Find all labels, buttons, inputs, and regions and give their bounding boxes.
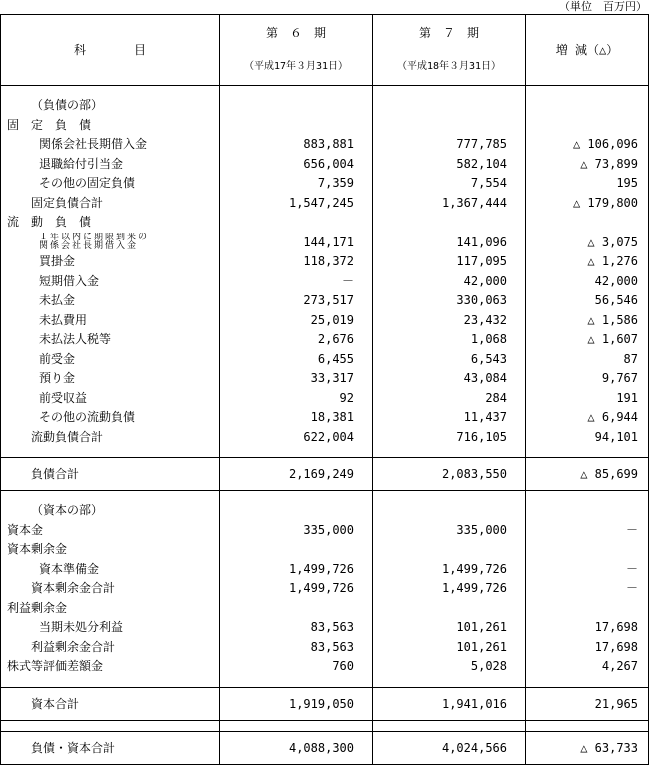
value-period-6: 33,317 — [220, 369, 373, 389]
section-row — [1, 96, 649, 116]
value-change: △ 1,586 — [526, 311, 649, 331]
value-change: － — [526, 560, 649, 580]
value-change: 21,965 — [526, 687, 649, 720]
row-label: 前受金 — [1, 350, 220, 370]
table-row — [1, 291, 649, 311]
row-label: 預り金 — [1, 369, 220, 389]
unit-label: （単位 百万円） — [559, 0, 647, 13]
value-period-7: 6,543 — [373, 350, 526, 370]
value-period-6: 883,881 — [220, 135, 373, 155]
value-change: △ 73,899 — [526, 155, 649, 175]
row-label: 流動負債合計 — [1, 428, 220, 448]
value-period-6: 273,517 — [220, 291, 373, 311]
value-period-6: 25,019 — [220, 311, 373, 331]
value-period-6: 2,169,249 — [220, 458, 373, 491]
section-liabilities: （負債の部） — [1, 96, 220, 116]
value-change: 42,000 — [526, 272, 649, 292]
header-period-7 — [373, 15, 526, 86]
row-label: 関係会社長期借入金 — [1, 135, 220, 155]
value-period-6: 622,004 — [220, 428, 373, 448]
row-label: 資本剰余金合計 — [1, 579, 220, 599]
value-period-7: 1,499,726 — [373, 560, 526, 580]
row-label: その他の固定負債 — [1, 174, 220, 194]
row-label: 買掛金 — [1, 252, 220, 272]
value-period-7: 1,499,726 — [373, 579, 526, 599]
header-period-7-title: 第 ７ 期 — [418, 26, 479, 40]
row-label — [1, 233, 220, 253]
value-period-6: 83,563 — [220, 638, 373, 658]
value-period-7: 335,000 — [373, 521, 526, 541]
grand-total-row — [1, 731, 649, 764]
row-label: 固定負債合計 — [1, 194, 220, 214]
row-label: 負債・資本合計 — [1, 731, 220, 764]
value-change: － — [526, 579, 649, 599]
row-label: 株式等評価差額金 — [1, 657, 220, 677]
value-period-7: 43,084 — [373, 369, 526, 389]
group-row — [1, 599, 649, 619]
value-change: 195 — [526, 174, 649, 194]
group-row — [1, 116, 649, 136]
table-row — [1, 350, 649, 370]
header-change: 増 減（△） — [526, 15, 649, 86]
row-label: 資本準備金 — [1, 560, 220, 580]
value-period-6: 92 — [220, 389, 373, 409]
value-period-6: 335,000 — [220, 521, 373, 541]
value-period-6: － — [220, 272, 373, 292]
value-period-6: 4,088,300 — [220, 731, 373, 764]
value-period-6: 18,381 — [220, 408, 373, 428]
row-label: 利益剰余金合計 — [1, 638, 220, 658]
value-period-7: 2,083,550 — [373, 458, 526, 491]
row-label: 資本金 — [1, 521, 220, 541]
row-label-line1: １年以内に期限到来の — [39, 232, 150, 242]
value-period-6: 2,676 — [220, 330, 373, 350]
value-change: 87 — [526, 350, 649, 370]
value-period-7: 117,095 — [373, 252, 526, 272]
subtotal-row — [1, 428, 649, 448]
value-period-6: 1,547,245 — [220, 194, 373, 214]
value-period-7: 716,105 — [373, 428, 526, 448]
subtotal-row — [1, 638, 649, 658]
value-period-6: 7,359 — [220, 174, 373, 194]
header-row — [1, 15, 649, 86]
section-row — [1, 501, 649, 521]
table-row — [1, 272, 649, 292]
table-row — [1, 369, 649, 389]
value-change: 94,101 — [526, 428, 649, 448]
table-row — [1, 233, 649, 253]
subtotal-row — [1, 579, 649, 599]
table-row — [1, 560, 649, 580]
table-row — [1, 618, 649, 638]
value-period-7: 5,028 — [373, 657, 526, 677]
table-row — [1, 252, 649, 272]
value-period-7: 284 — [373, 389, 526, 409]
value-change: △ 63,733 — [526, 731, 649, 764]
header-period-6 — [220, 15, 373, 86]
row-label: 負債合計 — [1, 458, 220, 491]
value-period-6: 83,563 — [220, 618, 373, 638]
group-current-liabilities: 流 動 負 債 — [1, 213, 220, 233]
table-row — [1, 155, 649, 175]
value-period-6: 144,171 — [220, 233, 373, 253]
table-row — [1, 311, 649, 331]
value-change: △ 85,699 — [526, 458, 649, 491]
row-label: 未払金 — [1, 291, 220, 311]
value-change: 56,546 — [526, 291, 649, 311]
table-row — [1, 330, 649, 350]
value-period-6: 6,455 — [220, 350, 373, 370]
group-row — [1, 540, 649, 560]
table-row — [1, 657, 649, 677]
subtotal-row — [1, 194, 649, 214]
value-change: △ 106,096 — [526, 135, 649, 155]
value-period-7: 582,104 — [373, 155, 526, 175]
row-label-line2: 関係会社長期借入金 — [39, 241, 139, 251]
group-capital-surplus: 資本剰余金 — [1, 540, 220, 560]
value-period-7: 777,785 — [373, 135, 526, 155]
value-change: △ 3,075 — [526, 233, 649, 253]
value-period-7: 1,367,444 — [373, 194, 526, 214]
value-period-7: 101,261 — [373, 638, 526, 658]
value-change: 9,767 — [526, 369, 649, 389]
value-change: 4,267 — [526, 657, 649, 677]
row-label: 未払費用 — [1, 311, 220, 331]
value-change: 17,698 — [526, 618, 649, 638]
value-change: △ 6,944 — [526, 408, 649, 428]
value-change: △ 179,800 — [526, 194, 649, 214]
value-period-7: 330,063 — [373, 291, 526, 311]
row-label: 資本合計 — [1, 687, 220, 720]
table-row — [1, 174, 649, 194]
row-label: 前受収益 — [1, 389, 220, 409]
row-label: 当期未処分利益 — [1, 618, 220, 638]
row-label: 未払法人税等 — [1, 330, 220, 350]
value-change: 17,698 — [526, 638, 649, 658]
row-label: 退職給付引当金 — [1, 155, 220, 175]
table-row — [1, 408, 649, 428]
group-fixed-liabilities: 固 定 負 債 — [1, 116, 220, 136]
value-change: △ 1,607 — [526, 330, 649, 350]
row-label: 短期借入金 — [1, 272, 220, 292]
header-period-6-title: 第 ６ 期 — [265, 26, 326, 40]
total-row — [1, 458, 649, 491]
section-equity: （資本の部） — [1, 501, 220, 521]
value-period-6: 1,919,050 — [220, 687, 373, 720]
value-period-7: 101,261 — [373, 618, 526, 638]
value-change: － — [526, 521, 649, 541]
value-period-7: 1,068 — [373, 330, 526, 350]
table-row — [1, 521, 649, 541]
value-period-7: 1,941,016 — [373, 687, 526, 720]
value-period-7: 7,554 — [373, 174, 526, 194]
header-period-6-date: （平成17年３月31日） — [243, 61, 349, 72]
balance-sheet-table — [0, 14, 649, 765]
value-period-7: 11,437 — [373, 408, 526, 428]
value-change: △ 1,276 — [526, 252, 649, 272]
total-row — [1, 687, 649, 720]
row-label: その他の流動負債 — [1, 408, 220, 428]
value-period-6: 1,499,726 — [220, 560, 373, 580]
value-change: 191 — [526, 389, 649, 409]
group-retained-earnings: 利益剰余金 — [1, 599, 220, 619]
header-account: 科 目 — [1, 15, 220, 86]
value-period-6: 118,372 — [220, 252, 373, 272]
table-row — [1, 389, 649, 409]
group-row — [1, 213, 649, 233]
table-row — [1, 135, 649, 155]
value-period-7: 141,096 — [373, 233, 526, 253]
value-period-6: 1,499,726 — [220, 579, 373, 599]
header-period-7-date: （平成18年３月31日） — [396, 61, 502, 72]
value-period-7: 4,024,566 — [373, 731, 526, 764]
value-period-7: 42,000 — [373, 272, 526, 292]
value-period-7: 23,432 — [373, 311, 526, 331]
value-period-6: 760 — [220, 657, 373, 677]
value-period-6: 656,004 — [220, 155, 373, 175]
